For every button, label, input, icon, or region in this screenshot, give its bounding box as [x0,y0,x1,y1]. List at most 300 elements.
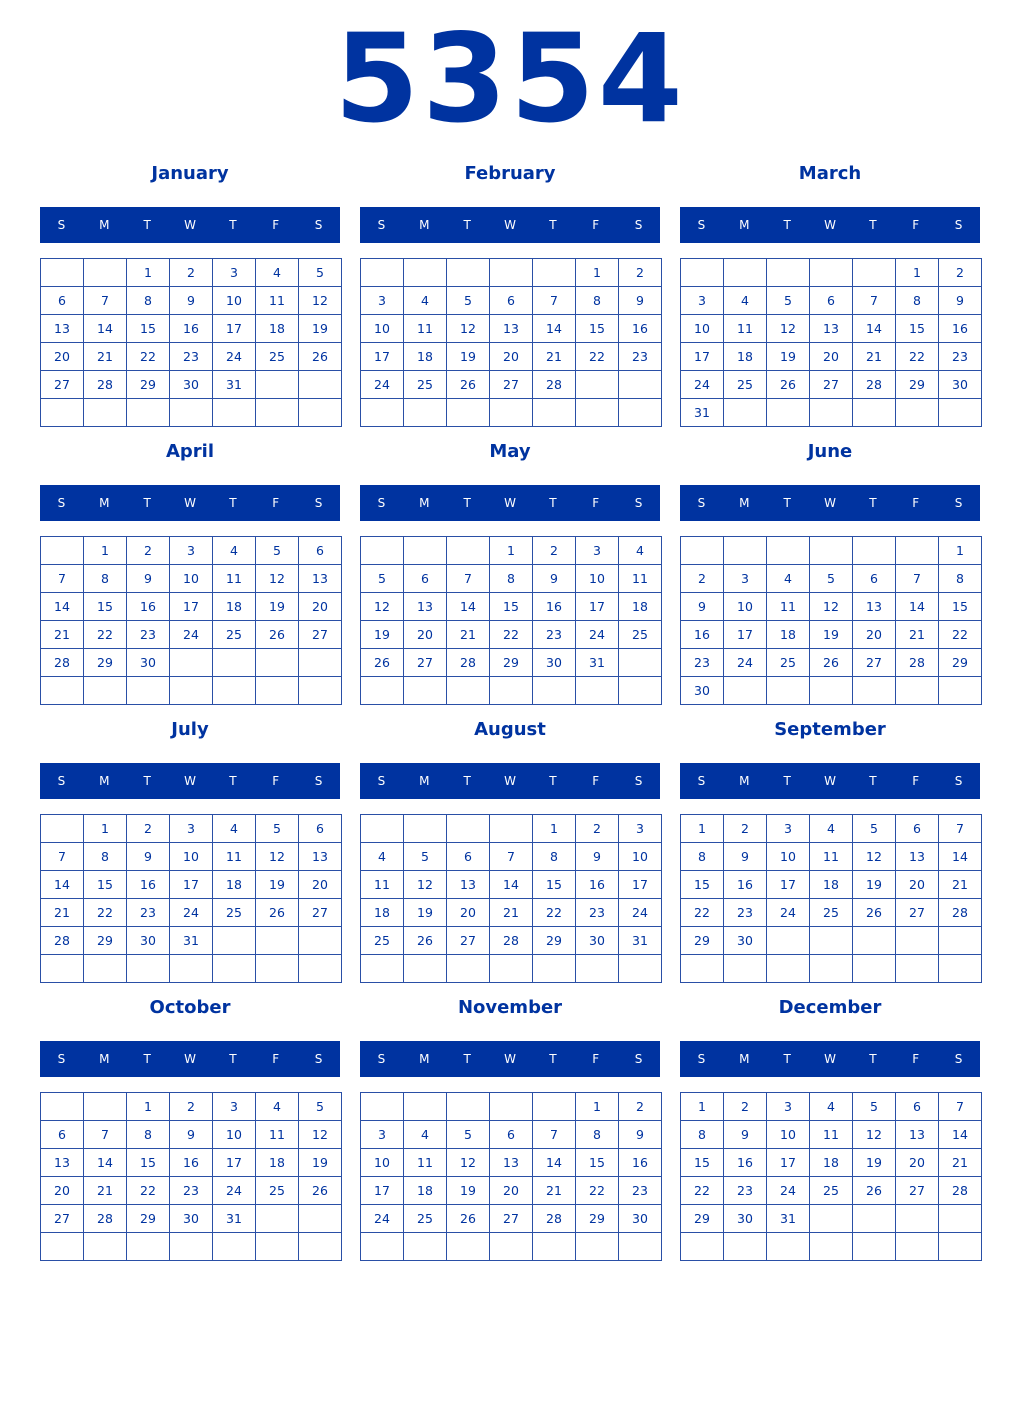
day-cell: 14 [939,1121,982,1149]
day-cell: 5 [256,815,299,843]
empty-day-cell [896,537,939,565]
day-cell: 6 [447,843,490,871]
day-cell: 9 [170,1121,213,1149]
day-cell: 10 [681,315,724,343]
day-cell: 20 [810,343,853,371]
week-row [41,1149,342,1177]
day-cell: 18 [213,593,256,621]
day-cell: 27 [404,649,447,677]
day-cell: 9 [681,593,724,621]
day-cell: 11 [810,1121,853,1149]
weekday-label: M [739,1052,750,1066]
day-cell: 7 [490,843,533,871]
day-cell: 25 [724,371,767,399]
day-cell: 5 [404,843,447,871]
empty-day-cell [127,955,170,983]
day-cell: 29 [896,371,939,399]
day-cell: 19 [299,315,342,343]
week-row [681,621,982,649]
weekday-label: W [184,774,196,788]
weekday-label: T [143,774,151,788]
empty-day-cell [896,927,939,955]
day-cell: 31 [576,649,619,677]
day-cell: 29 [490,649,533,677]
day-cell: 1 [896,259,939,287]
day-cell: 18 [213,871,256,899]
week-row [41,815,342,843]
day-cell: 16 [127,593,170,621]
day-cell: 5 [810,565,853,593]
empty-day-cell [619,649,662,677]
day-cell: 1 [490,537,533,565]
empty-day-cell [939,955,982,983]
day-cell: 4 [361,843,404,871]
day-cell: 26 [767,371,810,399]
day-cell: 11 [256,287,299,315]
day-cell: 29 [576,1205,619,1233]
day-cell: 7 [939,1093,982,1121]
day-cell: 6 [853,565,896,593]
weekday-label: T [869,774,877,788]
weekday-label: M [99,496,110,510]
day-cell: 26 [447,1205,490,1233]
day-cell: 21 [533,343,576,371]
weekday-label: W [504,1052,516,1066]
empty-day-cell [810,1205,853,1233]
day-cell: 8 [576,287,619,315]
empty-day-cell [533,1233,576,1261]
day-cell: 10 [170,565,213,593]
day-cell: 4 [619,537,662,565]
day-grid [360,536,662,705]
day-cell: 26 [853,899,896,927]
weekday-label: T [143,1052,151,1066]
day-cell: 21 [84,1177,127,1205]
empty-day-cell [361,399,404,427]
day-cell: 1 [127,1093,170,1121]
weekday-label: T [463,496,471,510]
week-row [361,371,662,399]
weekday-label: M [99,774,110,788]
day-cell: 24 [619,899,662,927]
empty-day-cell [299,1205,342,1233]
day-cell: 16 [619,315,662,343]
day-cell: 7 [84,1121,127,1149]
weekday-label: M [739,774,750,788]
empty-day-cell [533,955,576,983]
empty-day-cell [939,677,982,705]
weekday-label: S [634,218,643,232]
empty-day-cell [810,399,853,427]
weekday-header [360,485,660,521]
day-cell: 4 [810,815,853,843]
day-cell: 2 [127,815,170,843]
empty-day-cell [213,677,256,705]
day-cell: 30 [724,927,767,955]
weekday-label: S [697,496,706,510]
month-name: September [774,719,886,740]
day-cell: 3 [767,815,810,843]
empty-day-cell [299,649,342,677]
week-row [361,1177,662,1205]
weekday-header [40,485,340,521]
empty-day-cell [810,955,853,983]
day-cell: 17 [170,871,213,899]
week-row [681,343,982,371]
week-row [681,287,982,315]
empty-day-cell [810,677,853,705]
empty-day-cell [170,1233,213,1261]
weekday-label: T [463,218,471,232]
day-cell: 16 [576,871,619,899]
empty-day-cell [896,955,939,983]
weekday-label: F [912,218,920,232]
empty-day-cell [490,955,533,983]
day-cell: 9 [939,287,982,315]
day-grid [680,536,982,705]
empty-day-cell [853,259,896,287]
day-cell: 9 [724,1121,767,1149]
empty-day-cell [41,399,84,427]
empty-day-cell [404,1233,447,1261]
empty-day-cell [619,399,662,427]
empty-day-cell [853,1205,896,1233]
day-cell: 19 [853,1149,896,1177]
week-row [41,1205,342,1233]
month-name: October [149,997,231,1018]
day-cell: 16 [619,1149,662,1177]
day-cell: 17 [213,1149,256,1177]
week-row [361,843,662,871]
day-cell: 12 [404,871,447,899]
day-cell: 25 [404,1205,447,1233]
day-cell: 8 [84,843,127,871]
day-cell: 6 [490,1121,533,1149]
day-cell: 13 [810,315,853,343]
weekday-label: S [57,218,66,232]
empty-day-cell [447,677,490,705]
week-row [361,1149,662,1177]
week-row [361,1205,662,1233]
day-cell: 28 [41,927,84,955]
day-cell: 12 [853,843,896,871]
week-row [361,1233,662,1261]
day-cell: 10 [170,843,213,871]
day-cell: 27 [810,371,853,399]
day-cell: 13 [41,1149,84,1177]
day-cell: 21 [939,1149,982,1177]
day-cell: 5 [853,1093,896,1121]
day-cell: 28 [447,649,490,677]
day-cell: 30 [681,677,724,705]
day-cell: 18 [404,1177,447,1205]
empty-day-cell [127,399,170,427]
empty-day-cell [767,259,810,287]
day-cell: 18 [404,343,447,371]
day-cell: 28 [84,371,127,399]
day-cell: 30 [619,1205,662,1233]
day-cell: 6 [41,1121,84,1149]
empty-day-cell [810,1233,853,1261]
weekday-label: F [272,496,280,510]
day-cell: 9 [127,843,170,871]
empty-day-cell [533,399,576,427]
day-cell: 1 [127,259,170,287]
week-row [41,871,342,899]
weekday-label: F [912,774,920,788]
day-cell: 15 [533,871,576,899]
weekday-label: T [549,218,557,232]
day-grid [680,1092,982,1261]
day-cell: 23 [724,1177,767,1205]
empty-day-cell [41,537,84,565]
empty-day-cell [256,677,299,705]
weekday-header [680,1041,980,1077]
day-cell: 27 [299,621,342,649]
weekday-label: T [229,496,237,510]
day-cell: 16 [533,593,576,621]
empty-day-cell [84,1093,127,1121]
day-cell: 2 [724,1093,767,1121]
day-cell: 21 [490,899,533,927]
weekday-label: W [504,774,516,788]
week-row [681,1205,982,1233]
weekday-label: T [549,774,557,788]
day-cell: 10 [576,565,619,593]
day-cell: 22 [127,1177,170,1205]
day-cell: 9 [619,1121,662,1149]
weekday-header [680,207,980,243]
day-cell: 13 [41,315,84,343]
day-cell: 14 [41,593,84,621]
empty-day-cell [404,815,447,843]
empty-day-cell [84,677,127,705]
empty-day-cell [361,537,404,565]
weekday-label: S [377,774,386,788]
weekday-label: S [697,1052,706,1066]
day-cell: 26 [447,371,490,399]
day-cell: 24 [361,1205,404,1233]
weekday-header [360,207,660,243]
week-row [681,537,982,565]
weekday-label: S [697,218,706,232]
empty-day-cell [490,1093,533,1121]
day-cell: 2 [576,815,619,843]
empty-day-cell [299,677,342,705]
empty-day-cell [767,399,810,427]
weekday-label: F [272,1052,280,1066]
day-cell: 14 [41,871,84,899]
day-cell: 3 [213,1093,256,1121]
day-cell: 25 [256,343,299,371]
empty-day-cell [170,955,213,983]
empty-day-cell [447,955,490,983]
day-cell: 2 [681,565,724,593]
empty-day-cell [447,1233,490,1261]
day-cell: 22 [84,899,127,927]
empty-day-cell [84,259,127,287]
day-cell: 2 [724,815,767,843]
day-cell: 14 [896,593,939,621]
day-cell: 12 [447,1149,490,1177]
day-cell: 31 [619,927,662,955]
day-cell: 16 [127,871,170,899]
weekday-label: S [954,1052,963,1066]
day-cell: 11 [810,843,853,871]
weekday-label: S [954,496,963,510]
day-cell: 14 [939,843,982,871]
day-cell: 21 [853,343,896,371]
empty-day-cell [361,1093,404,1121]
day-cell: 29 [84,927,127,955]
day-cell: 9 [619,287,662,315]
day-cell: 19 [299,1149,342,1177]
day-cell: 11 [256,1121,299,1149]
day-cell: 15 [681,1149,724,1177]
empty-day-cell [404,537,447,565]
day-cell: 23 [127,621,170,649]
day-cell: 29 [681,927,724,955]
day-cell: 10 [361,1149,404,1177]
weekday-label: F [592,1052,600,1066]
empty-day-cell [256,399,299,427]
day-cell: 11 [724,315,767,343]
empty-day-cell [213,927,256,955]
day-cell: 15 [576,1149,619,1177]
weekday-label: S [634,1052,643,1066]
week-row [41,315,342,343]
week-row [361,537,662,565]
empty-day-cell [853,927,896,955]
weekday-label: F [912,496,920,510]
empty-day-cell [724,259,767,287]
empty-day-cell [256,927,299,955]
weekday-label: T [229,218,237,232]
empty-day-cell [213,649,256,677]
day-cell: 13 [447,871,490,899]
empty-day-cell [939,1233,982,1261]
weekday-label: S [634,774,643,788]
day-cell: 9 [127,565,170,593]
week-row [41,343,342,371]
weekday-label: S [314,774,323,788]
day-cell: 1 [681,1093,724,1121]
week-row [361,815,662,843]
empty-day-cell [576,399,619,427]
day-cell: 12 [299,287,342,315]
day-cell: 19 [853,871,896,899]
day-cell: 28 [41,649,84,677]
day-cell: 5 [447,287,490,315]
day-grid [680,814,982,983]
day-grid [40,814,342,983]
day-cell: 6 [299,537,342,565]
day-cell: 2 [619,1093,662,1121]
day-cell: 10 [213,287,256,315]
day-cell: 19 [447,343,490,371]
empty-day-cell [853,537,896,565]
month-name: November [457,997,563,1018]
day-cell: 23 [619,343,662,371]
day-cell: 28 [533,371,576,399]
day-grid [680,258,982,427]
day-cell: 13 [490,1149,533,1177]
day-cell: 30 [576,927,619,955]
day-cell: 22 [490,621,533,649]
day-cell: 30 [170,371,213,399]
empty-day-cell [490,1233,533,1261]
month-name: March [798,163,862,184]
week-row [361,593,662,621]
day-cell: 29 [84,649,127,677]
day-cell: 17 [361,1177,404,1205]
day-cell: 25 [810,899,853,927]
day-cell: 24 [361,371,404,399]
week-row [681,315,982,343]
empty-day-cell [681,955,724,983]
empty-day-cell [299,927,342,955]
day-cell: 18 [256,1149,299,1177]
day-cell: 18 [619,593,662,621]
day-cell: 24 [170,621,213,649]
month-name: May [489,441,531,462]
week-row [41,649,342,677]
week-row [41,843,342,871]
weekday-label: T [143,218,151,232]
day-cell: 27 [896,1177,939,1205]
empty-day-cell [84,1233,127,1261]
empty-day-cell [447,815,490,843]
empty-day-cell [853,399,896,427]
day-cell: 19 [810,621,853,649]
day-cell: 5 [256,537,299,565]
day-cell: 7 [533,1121,576,1149]
empty-day-cell [41,1233,84,1261]
empty-day-cell [170,649,213,677]
day-cell: 21 [41,621,84,649]
day-cell: 28 [533,1205,576,1233]
day-cell: 22 [576,343,619,371]
weekday-label: T [869,218,877,232]
empty-day-cell [619,955,662,983]
day-cell: 5 [447,1121,490,1149]
week-row [681,593,982,621]
day-cell: 1 [576,1093,619,1121]
day-cell: 11 [619,565,662,593]
day-cell: 3 [681,287,724,315]
day-cell: 8 [576,1121,619,1149]
empty-day-cell [810,537,853,565]
weekday-label: W [824,774,836,788]
day-cell: 14 [533,315,576,343]
week-row [41,955,342,983]
day-cell: 29 [533,927,576,955]
weekday-label: T [869,496,877,510]
day-cell: 17 [724,621,767,649]
day-cell: 5 [853,815,896,843]
day-grid [360,258,662,427]
weekday-label: F [592,774,600,788]
empty-day-cell [724,1233,767,1261]
weekday-header [360,763,660,799]
week-row [681,1093,982,1121]
day-cell: 4 [256,259,299,287]
day-cell: 25 [256,1177,299,1205]
day-cell: 24 [170,899,213,927]
day-cell: 11 [361,871,404,899]
empty-day-cell [256,1233,299,1261]
day-cell: 15 [576,315,619,343]
